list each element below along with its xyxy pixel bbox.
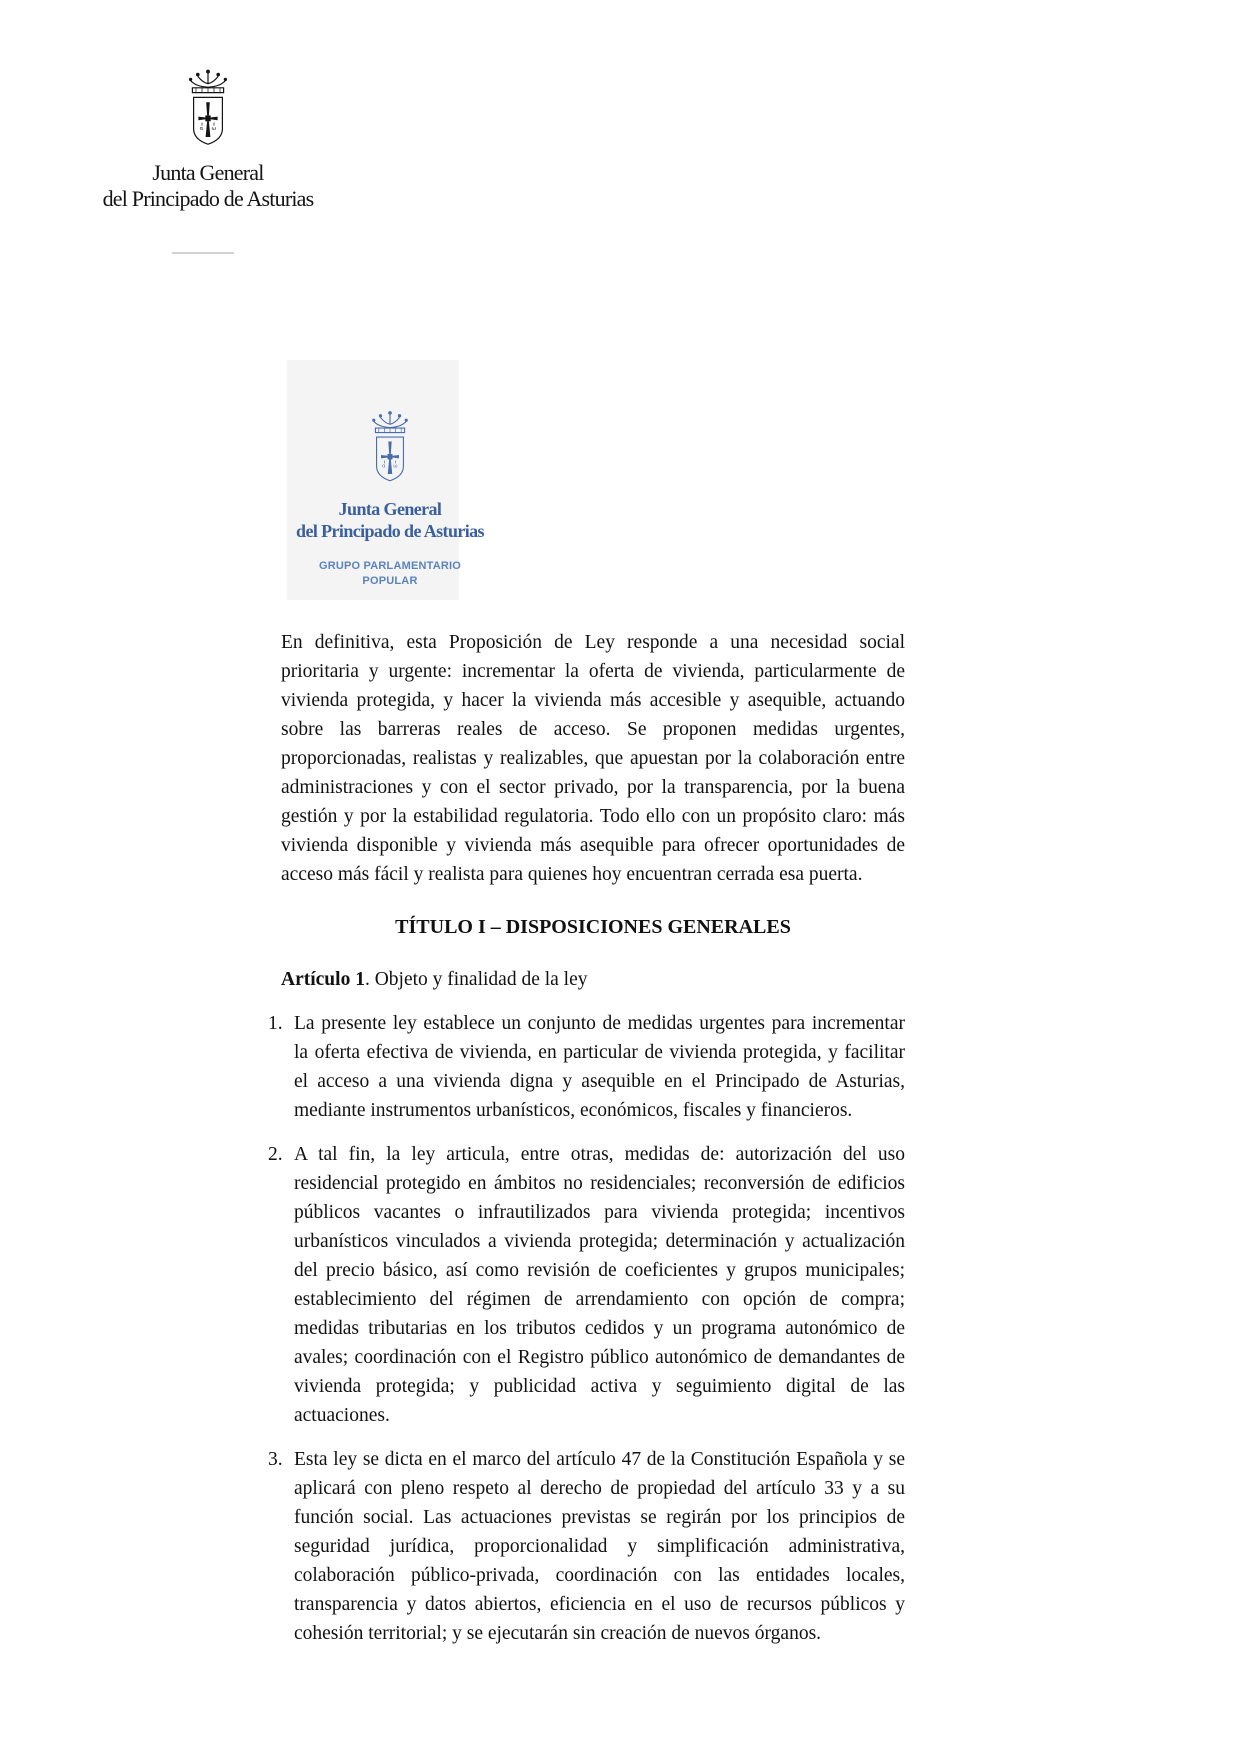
parliamentary-group-logo [268, 360, 512, 589]
group-parliament-name-line2: del Principado de Asturias [296, 521, 484, 541]
document-body [268, 628, 905, 1648]
list-item-number: 3. [268, 1449, 283, 1470]
title-heading: TÍTULO I – DISPOSICIONES GENERALES [395, 916, 791, 938]
parliament-header-logo [85, 55, 331, 212]
list-item [268, 1009, 905, 1125]
list-item [268, 1445, 905, 1648]
group-name-line2: POPULAR [362, 575, 418, 587]
list-item [268, 1140, 905, 1430]
list-item-number: 2. [268, 1144, 283, 1165]
list-item-text: Esta ley se dicta en el marco del artículo 47 de la Constitución Española y se aplicará con pleno respeto al derecho de propiedad del artículo 33 y a su función social. Las actuaciones previstas se regirán por los principios de seguridad jurídica, proporcionalidad y simplificación administrativa, colaboración público-privada, coordinación con las entidades locales, transparencia y datos abiertos, eficiencia en el uso de recursos públicos y cohesión territorial; y se ejecutarán sin creación de nuevos órganos. [294, 1449, 905, 1644]
asturias-crest-icon [178, 55, 238, 159]
group-parliament-name-line1: Junta General [338, 499, 442, 519]
asturias-crest-icon [362, 360, 418, 492]
intro-paragraph: En definitiva, esta Proposición de Ley responde a una necesidad social prioritaria y urgente: incrementar la oferta de vivienda, particularmente de vivienda protegida, y hacer la vivienda más accesible y asequible, actuando sobre las barreras reales de acceso. Se proponen medidas urgentes, proporcionadas, realistas y realizables, que apuestan por la colaboración entre administraciones y con el sector privado, por la transparencia, por la buena gestión y por la estabilidad regulatoria. Todo ello con un propósito claro: más vivienda disponible y vivienda más asequible para ofrecer oportunidades de acceso más fácil y realista para quienes hoy encuentran cerrada esa puerta. [281, 632, 905, 885]
list-item-text: A tal fin, la ley articula, entre otras, medidas de: autorización del uso residencial protegido en ámbitos no residenciales; reconversión de edificios públicos vacantes o infrautilizados para vivienda protegida; incentivos urbanísticos vinculados a vivienda protegida; determinación y actualización del precio básico, así como revisión de coeficientes y grupos municipales; establecimiento del régimen de arrendamiento con opción de compra; medidas tributarias en los tributos cedidos y un programa autonómico de avales; coordinación con el Registro público autonómico de demandantes de vivienda protegida; y publicidad activa y seguimiento digital de las actuaciones. [294, 1144, 905, 1426]
article-number: Artículo 1 [281, 969, 365, 990]
article-subtitle: . Objeto y finalidad de la ley [364, 969, 588, 990]
list-item-number: 1. [268, 1013, 283, 1034]
article-list [268, 1009, 905, 1648]
parliament-name-line1: Junta General [152, 160, 264, 185]
group-name-line1: GRUPO PARLAMENTARIO [318, 560, 462, 572]
list-item-text: La presente ley establece un conjunto de medidas urgentes para incrementar la oferta efectiva de vivienda, en particular de vivienda protegida, y facilitar el acceso a una vivienda digna y asequible en el Principado de Asturias, mediante instrumentos urbanísticos, económicos, fiscales y financieros. [294, 1013, 905, 1121]
header-divider [172, 252, 234, 254]
parliament-name-line2: del Principado de Asturias [102, 186, 314, 211]
group-name [268, 559, 512, 589]
article-heading [281, 965, 905, 994]
